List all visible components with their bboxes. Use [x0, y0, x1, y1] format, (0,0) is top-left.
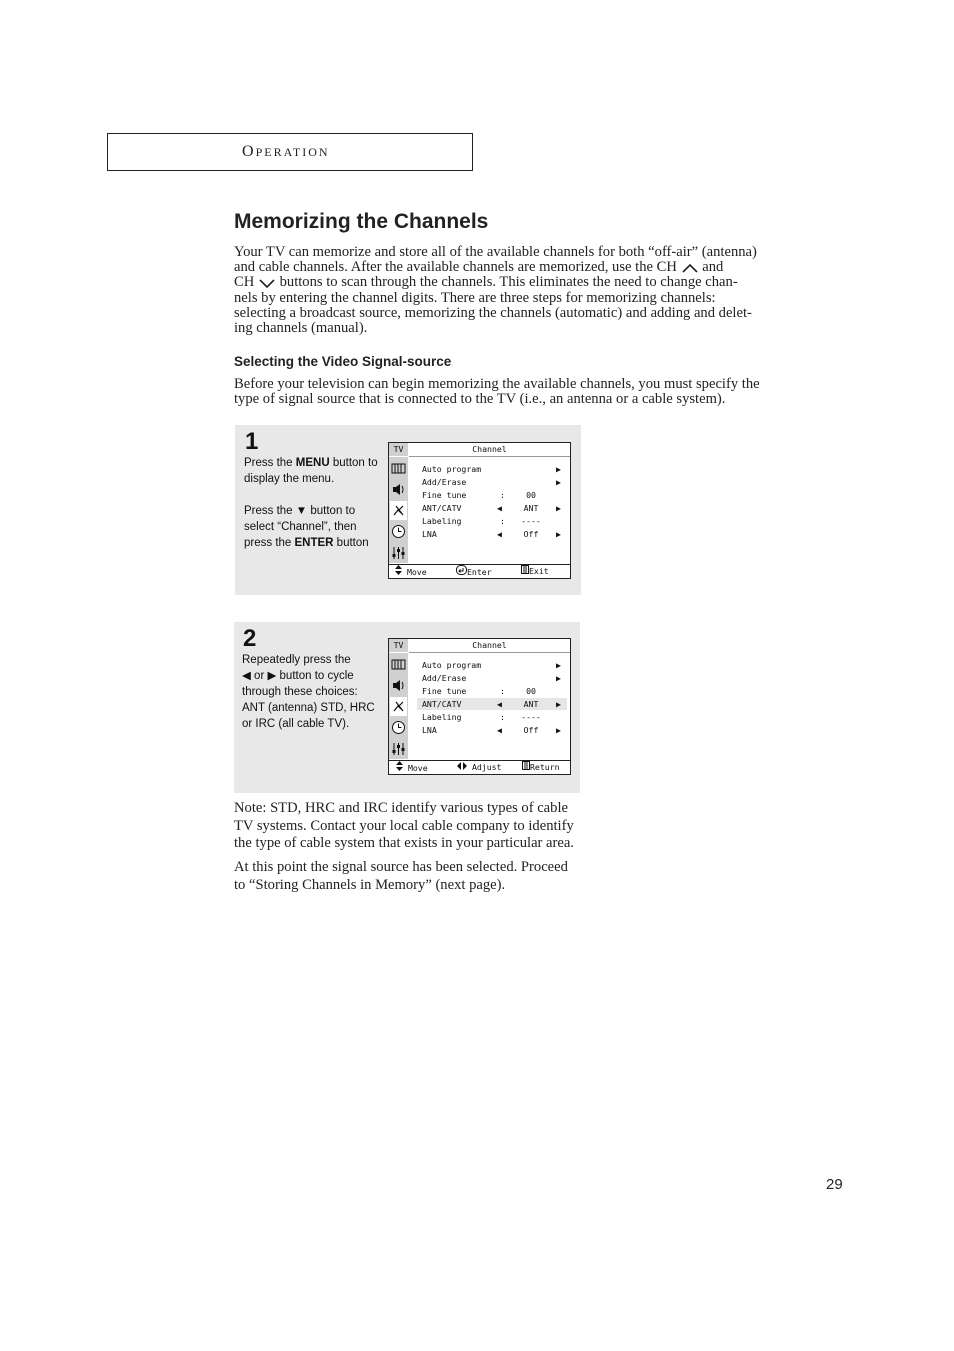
osd-title: Channel — [409, 443, 570, 457]
step-2-instructions: Repeatedly press the ◀ or ▶ button to cycle through these choices: ANT (antenna) STD, HRC or IRC (all cable TV). — [242, 654, 375, 730]
chevron-down-icon — [258, 277, 276, 289]
sound-icon — [390, 480, 407, 499]
osd-footer — [389, 760, 570, 775]
step-number: 1 — [245, 428, 259, 455]
subheading: Selecting the Video Signal-source — [234, 354, 452, 369]
menu-row: Labeling : ---- — [422, 516, 541, 526]
page-number: 29 — [826, 1176, 843, 1193]
section-header-box — [107, 133, 473, 171]
menu-row: Auto program ▶ — [422, 464, 561, 474]
move-hint: Move — [395, 565, 427, 579]
closing-paragraph: At this point the signal source has been selected. Proceed to “Storing Channels in Memory” (next page). — [234, 859, 568, 893]
clock-icon — [390, 718, 407, 737]
chevron-up-icon — [681, 262, 699, 274]
setup-icon — [390, 543, 407, 562]
updown-arrow-icon — [395, 565, 402, 575]
sound-icon — [390, 676, 407, 695]
osd-title: Channel — [409, 639, 570, 653]
subheading-paragraph: Before your television can begin memorizing the available channels, you must specify the type of signal source that is connected to the TV (i.e., an antenna or a cable system). — [234, 376, 760, 408]
return-hint: Return — [522, 761, 560, 774]
enter-hint: Enter — [456, 565, 492, 579]
enter-icon — [456, 565, 467, 575]
note-paragraph: Note: STD, HRC and IRC identify various types of cable TV systems. Contact your local cable company to identify the type of cable system that exists in your particular area. — [234, 800, 574, 851]
osd-channel-menu — [388, 638, 571, 775]
picture-icon — [390, 459, 407, 478]
osd-sidebar — [389, 653, 408, 759]
menu-icon — [522, 761, 530, 770]
menu-row: LNA ◀ Off ▶ — [422, 529, 561, 539]
osd-sidebar — [389, 457, 408, 563]
osd-tv-tab: TV — [389, 443, 408, 456]
menu-row-selected: ANT/CATV ◀ ANT ▶ — [417, 698, 567, 710]
section-label: OPERATION — [242, 143, 330, 160]
leftright-arrow-icon — [457, 762, 467, 770]
step-2-panel — [234, 622, 580, 793]
osd-footer — [389, 564, 570, 579]
clock-icon — [390, 522, 407, 541]
adjust-hint: Adjust — [457, 761, 502, 774]
menu-row: Add/Erase ▶ — [422, 673, 561, 683]
channel-icon — [390, 697, 407, 716]
menu-row: Add/Erase ▶ — [422, 477, 561, 487]
step-1-instructions: Press the MENU button to display the menu. Press the ▼ button to select “Channel”, then press the ENTER button — [244, 457, 378, 549]
menu-row: ANT/CATV ◀ ANT ▶ — [422, 503, 561, 513]
menu-row: Fine tune : 00 — [422, 686, 536, 696]
channel-icon — [390, 501, 407, 520]
move-hint: Move — [396, 761, 428, 775]
osd-channel-menu — [388, 442, 571, 579]
step-1-panel — [235, 425, 581, 595]
osd-tv-tab: TV — [389, 639, 408, 652]
picture-icon — [390, 655, 407, 674]
setup-icon — [390, 739, 407, 758]
exit-hint: Exit — [521, 565, 549, 578]
menu-row: Auto program ▶ — [422, 660, 561, 670]
step-number: 2 — [243, 625, 257, 652]
menu-row: LNA ◀ Off ▶ — [422, 725, 561, 735]
menu-row: Fine tune : 00 — [422, 490, 536, 500]
page-title: Memorizing the Channels — [234, 210, 489, 233]
intro-paragraph: Your TV can memorize and store all of the available channels for both “off-air” (antenna) and cable channels. After the available channels are memorized, use the CH and CH buttons to scan through the channels. This eliminates the need to change chan- nels by entering the channel digits. There are three steps for memorizing channels: selecting a broadcast source, memorizing the channels (automatic) and adding and delet- ing channels (manual). — [234, 244, 757, 337]
menu-icon — [521, 565, 529, 574]
menu-row: Labeling : ---- — [422, 712, 541, 722]
updown-arrow-icon — [396, 761, 403, 771]
